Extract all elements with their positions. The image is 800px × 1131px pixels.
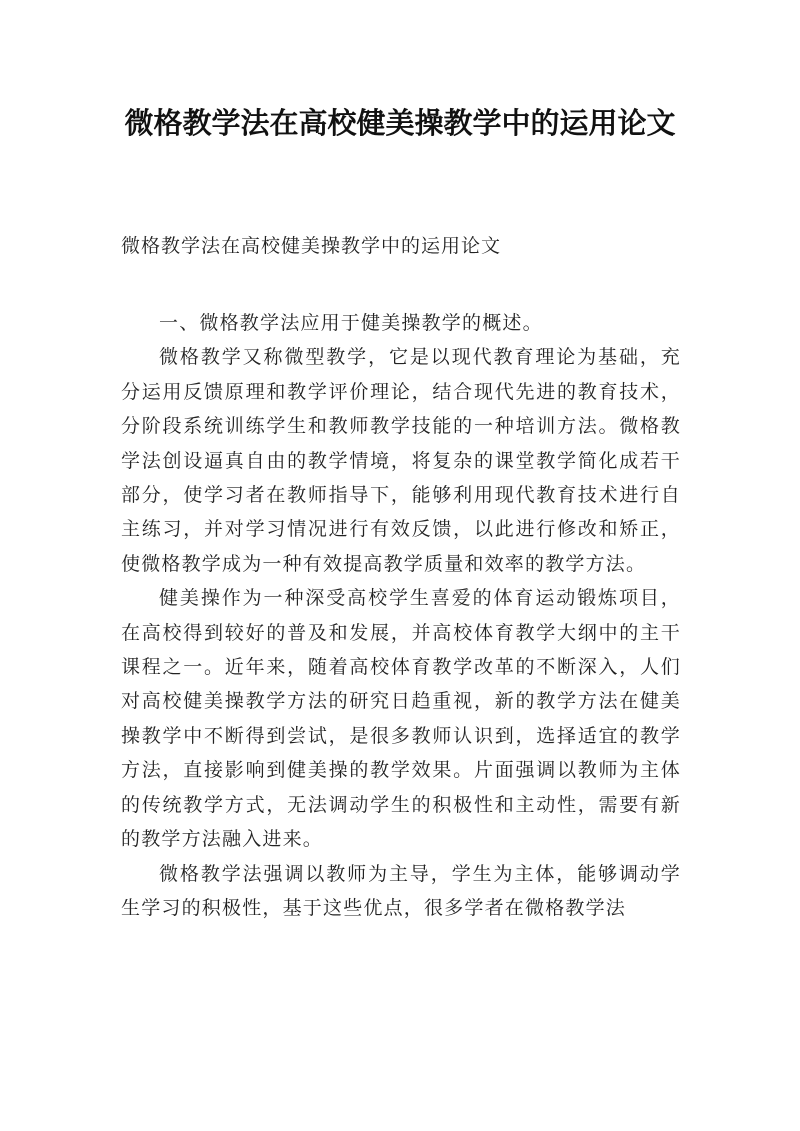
document-subtitle: 微格教学法在高校健美操教学中的运用论文 xyxy=(121,235,502,257)
paragraph-2: 健美操作为一种深受高校学生喜爱的体育运动锻炼项目，在高校得到较好的普及和发展，并高校体育教学大纲中的主干课程之一。近年来，随着高校体育教学改革的不断深入，人们对高校健美操教学方法的研究日趋重视，新的教学方法在健美操教学中不断得到尝试，是很多教师认识到，选择适宜的教学方法，直接影响到健美操的教学效果。片面强调以教师为主体的传统教学方式，无法调动学生的积极性和主动性，需要有新的教学方法融入进来。 xyxy=(121,587,681,851)
section-heading: 一、微格教学法应用于健美操教学的概述。 xyxy=(159,312,543,334)
document-body xyxy=(121,306,681,925)
paragraph-3: 微格教学法强调以教师为主导，学生为主体，能够调动学生学习的积极性，基于这些优点，很多学者在微格教学法 xyxy=(121,862,681,919)
document-title: 微格教学法在高校健美操教学中的运用论文 xyxy=(124,106,676,140)
paragraph-1: 微格教学又称微型教学，它是以现代教育理论为基础，充分运用反馈原理和教学评价理论，结合现代先进的教育技术，分阶段系统训练学生和教师教学技能的一种培训方法。微格教学法创设逼真自由的教学情境，将复杂的课堂教学简化成若干部分，使学习者在教师指导下，能够利用现代教育技术进行自主练习，并对学习情况进行有效反馈，以此进行修改和矫正，使微格教学成为一种有效提高教学质量和效率的教学方法。 xyxy=(121,346,681,575)
